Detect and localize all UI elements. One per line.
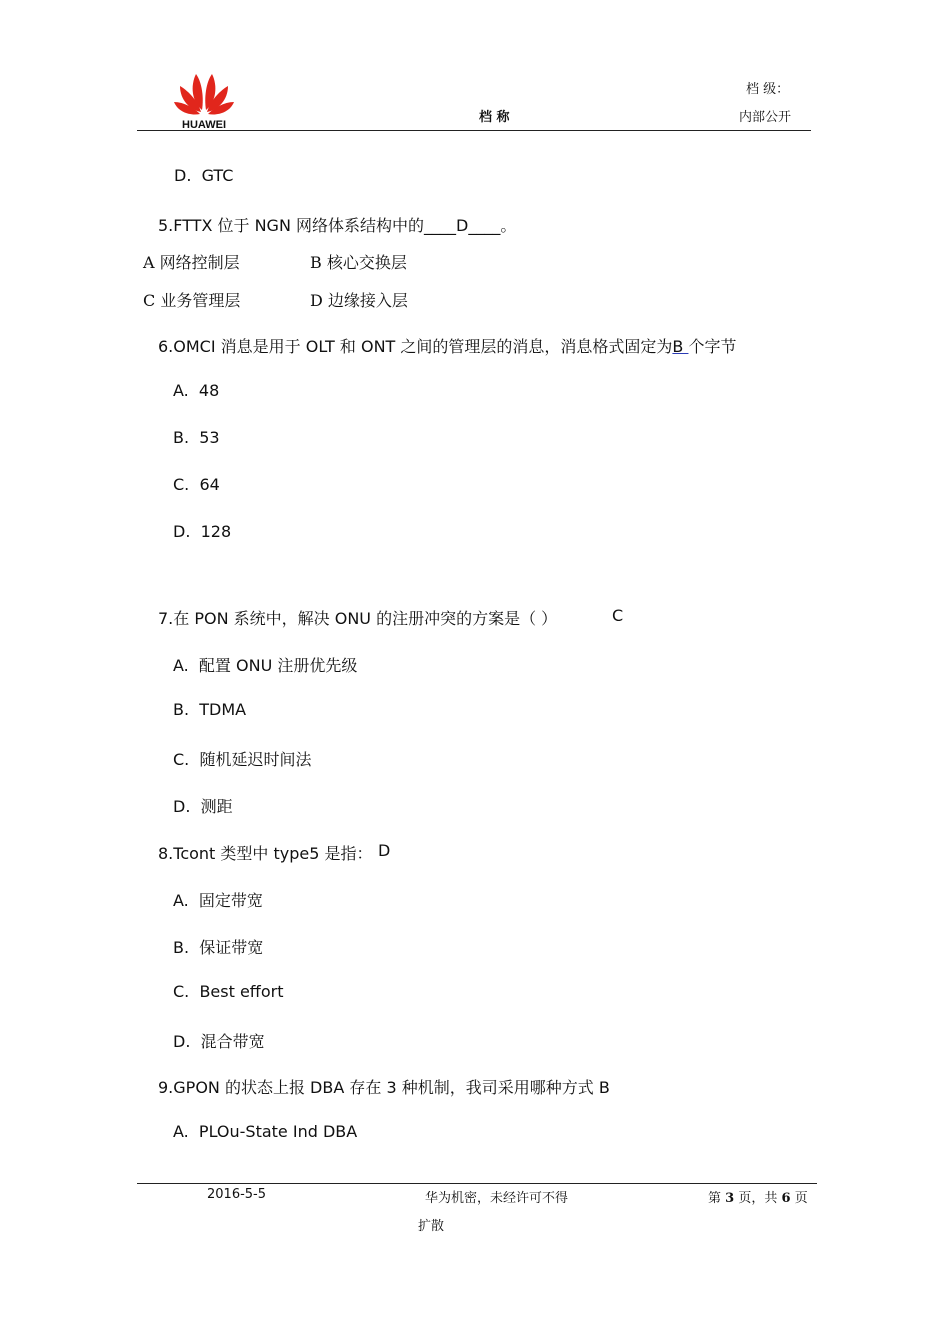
footer-confidential-line1: 华为机密，未经许可不得 [425,1191,569,1206]
q7-answer: C [612,606,624,625]
footer-page-info: 第 3 页，共 6 页 [708,1191,808,1206]
q9-answer: B [598,1078,610,1097]
question-7: 7.在 PON 系统中，解决 ONU 的注册冲突的方案是（ ） [158,609,558,628]
q7-option-c: C. 随机延迟时间法 [173,750,312,769]
doc-level-label: 档 级： [746,82,790,97]
q8-answer: D [378,841,391,860]
footer-divider [137,1183,817,1184]
logo-text: HUAWEI [182,119,226,130]
prev-option [174,166,233,185]
q7-option-a: A. 配置 ONU 注册优先级 [173,656,358,675]
q5-option-b: B 核心交换层 [310,253,407,272]
q8-option-a: A. 固定带宽 [173,891,263,910]
question-6: 6.OMCI 消息是用于 OLT 和 ONT 之间的管理层的消息，消息格式固定为B 个字节 [158,337,737,356]
q8-option-b: B. 保证带宽 [173,938,264,957]
q7-option-d: D. 测距 [173,797,233,816]
option-letter: D. [174,166,192,185]
footer-date: 2016-5-5 [207,1187,267,1202]
huawei-logo [172,72,236,130]
q5-option-d: D 边缘接入层 [310,291,408,310]
q5-option-c: C 业务管理层 [143,291,241,310]
doc-level-value: 内部公开 [739,110,792,125]
q6-option-a: A. 48 [173,381,220,400]
q6-option-c: C. 64 [173,475,220,494]
header-divider [137,130,811,131]
q6-option-b: B. 53 [173,428,220,447]
doc-name-label: 档 称 [479,110,510,125]
q5-option-a: A 网络控制层 [143,253,240,272]
footer-confidential-line2: 扩散 [418,1219,445,1234]
question-8: 8.Tcont 类型中 type5 是指： [158,844,373,863]
page-current: 3 [725,1191,735,1206]
q8-option-c: C. Best effort [173,982,284,1001]
q7-option-b: B. TDMA [173,700,247,719]
page-total: 6 [781,1191,791,1206]
q9-option-a: A. PLOu-State Ind DBA [173,1122,358,1141]
option-text: GTC [201,166,234,185]
question-9: 9.GPON 的状态上报 DBA 存在 3 种机制，我司采用哪种方式 B [158,1078,610,1097]
q6-option-d: D. 128 [173,522,232,541]
q8-option-d: D. 混合带宽 [173,1032,265,1051]
q6-answer: B [672,337,689,356]
question-5: 5.FTTX 位于 NGN 网络体系结构中的____D____。 [158,216,517,235]
